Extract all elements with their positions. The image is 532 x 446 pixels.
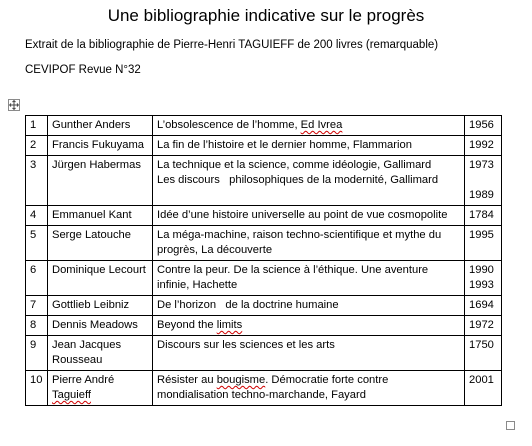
author-cell: Gottlieb Leibniz: [48, 296, 153, 316]
title-cell: [153, 316, 465, 336]
row-number: 9: [26, 336, 48, 371]
author-cell: Serge Latouche: [48, 226, 153, 261]
table-row[interactable]: [26, 206, 502, 226]
year-value: 1972: [469, 319, 494, 331]
table-row[interactable]: [26, 261, 502, 296]
row-number: 2: [26, 136, 48, 156]
author-cell: Emmanuel Kant: [48, 206, 153, 226]
row-number: 4: [26, 206, 48, 226]
title-cell: [153, 156, 465, 206]
year-cell: [465, 136, 502, 156]
year-value: 1989: [469, 189, 494, 201]
year-value: 1995: [469, 229, 494, 241]
table-row[interactable]: [26, 156, 502, 206]
title-text: . Démocratie forte contre mondialisation techno-marchande, Fayard: [157, 374, 389, 401]
table-row[interactable]: [26, 336, 502, 371]
year-value: 1694: [469, 299, 494, 311]
year-value: 1993: [469, 279, 494, 291]
author-cell: Jürgen Habermas: [48, 156, 153, 206]
move-arrows-icon[interactable]: [8, 99, 20, 111]
spellcheck-flagged-word[interactable]: Ed Ivrea: [300, 119, 343, 131]
row-number: 8: [26, 316, 48, 336]
row-number: 3: [26, 156, 48, 206]
author-cell: Dominique Lecourt: [48, 261, 153, 296]
year-value: 1784: [469, 209, 494, 221]
bibliography-table[interactable]: [25, 115, 502, 406]
year-value: 1992: [469, 139, 494, 151]
spellcheck-flagged-word[interactable]: limits: [216, 319, 243, 331]
title-cell: La méga-machine, raison techno-scientifique et mythe du progrès, La découverte: [153, 226, 465, 261]
author-cell: Jean Jacques Rousseau: [48, 336, 153, 371]
year-cell: [465, 206, 502, 226]
year-cell: [465, 261, 502, 296]
year-cell: [465, 371, 502, 406]
title-cell: De l’horizon de la doctrine humaine: [153, 296, 465, 316]
title-text: Résister au: [157, 374, 217, 386]
document-reference: CEVIPOF Revue N°32: [25, 64, 141, 76]
year-cell: [465, 116, 502, 136]
title-cell: La fin de l’histoire et le dernier homme, Flammarion: [153, 136, 465, 156]
year-cell: [465, 316, 502, 336]
year-cell: [465, 296, 502, 316]
year-cell: [465, 226, 502, 261]
table-row[interactable]: [26, 371, 502, 406]
title-cell: Contre la peur. De la science à l’éthique. Une aventure infinie, Hachette: [153, 261, 465, 296]
row-number: 7: [26, 296, 48, 316]
year-value: 1750: [469, 339, 494, 351]
title-text: Beyond the: [157, 319, 217, 331]
author-cell: [48, 371, 153, 406]
row-number: 6: [26, 261, 48, 296]
author-text: Pierre André: [52, 374, 115, 386]
table-row[interactable]: [26, 316, 502, 336]
title-line: Les discours philosophiques de la modernité, Gallimard: [157, 174, 439, 186]
year-value: 2001: [469, 374, 494, 386]
row-number: 10: [26, 371, 48, 406]
row-number: 1: [26, 116, 48, 136]
title-cell: Discours sur les sciences et les arts: [153, 336, 465, 371]
year-value: 1990: [469, 264, 494, 276]
author-cell: Gunther Anders: [48, 116, 153, 136]
year-cell: [465, 336, 502, 371]
table-row[interactable]: [26, 136, 502, 156]
author-cell: Dennis Meadows: [48, 316, 153, 336]
resize-square-icon[interactable]: [506, 421, 515, 430]
author-cell: Francis Fukuyama: [48, 136, 153, 156]
year-value: 1973: [469, 159, 494, 171]
row-number: 5: [26, 226, 48, 261]
table-row[interactable]: [26, 116, 502, 136]
spellcheck-flagged-word[interactable]: bougisme: [216, 374, 266, 386]
year-value: 1956: [469, 119, 494, 131]
title-line: La technique et la science, comme idéologie, Gallimard: [157, 159, 432, 171]
title-cell: Idée d’une histoire universelle au point de vue cosmopolite: [153, 206, 465, 226]
document-title: Une bibliographie indicative sur le progrès: [107, 6, 425, 25]
document-subtitle: Extrait de la bibliographie de Pierre-Henri TAGUIEFF de 200 livres (remarquable): [25, 39, 439, 51]
table-row[interactable]: [26, 296, 502, 316]
title-text: L’obsolescence de l’homme,: [157, 119, 301, 131]
year-cell: [465, 156, 502, 206]
spellcheck-flagged-word[interactable]: Taguieff: [52, 389, 91, 401]
table-row[interactable]: [26, 226, 502, 261]
title-cell: [153, 116, 465, 136]
title-cell: [153, 371, 465, 406]
